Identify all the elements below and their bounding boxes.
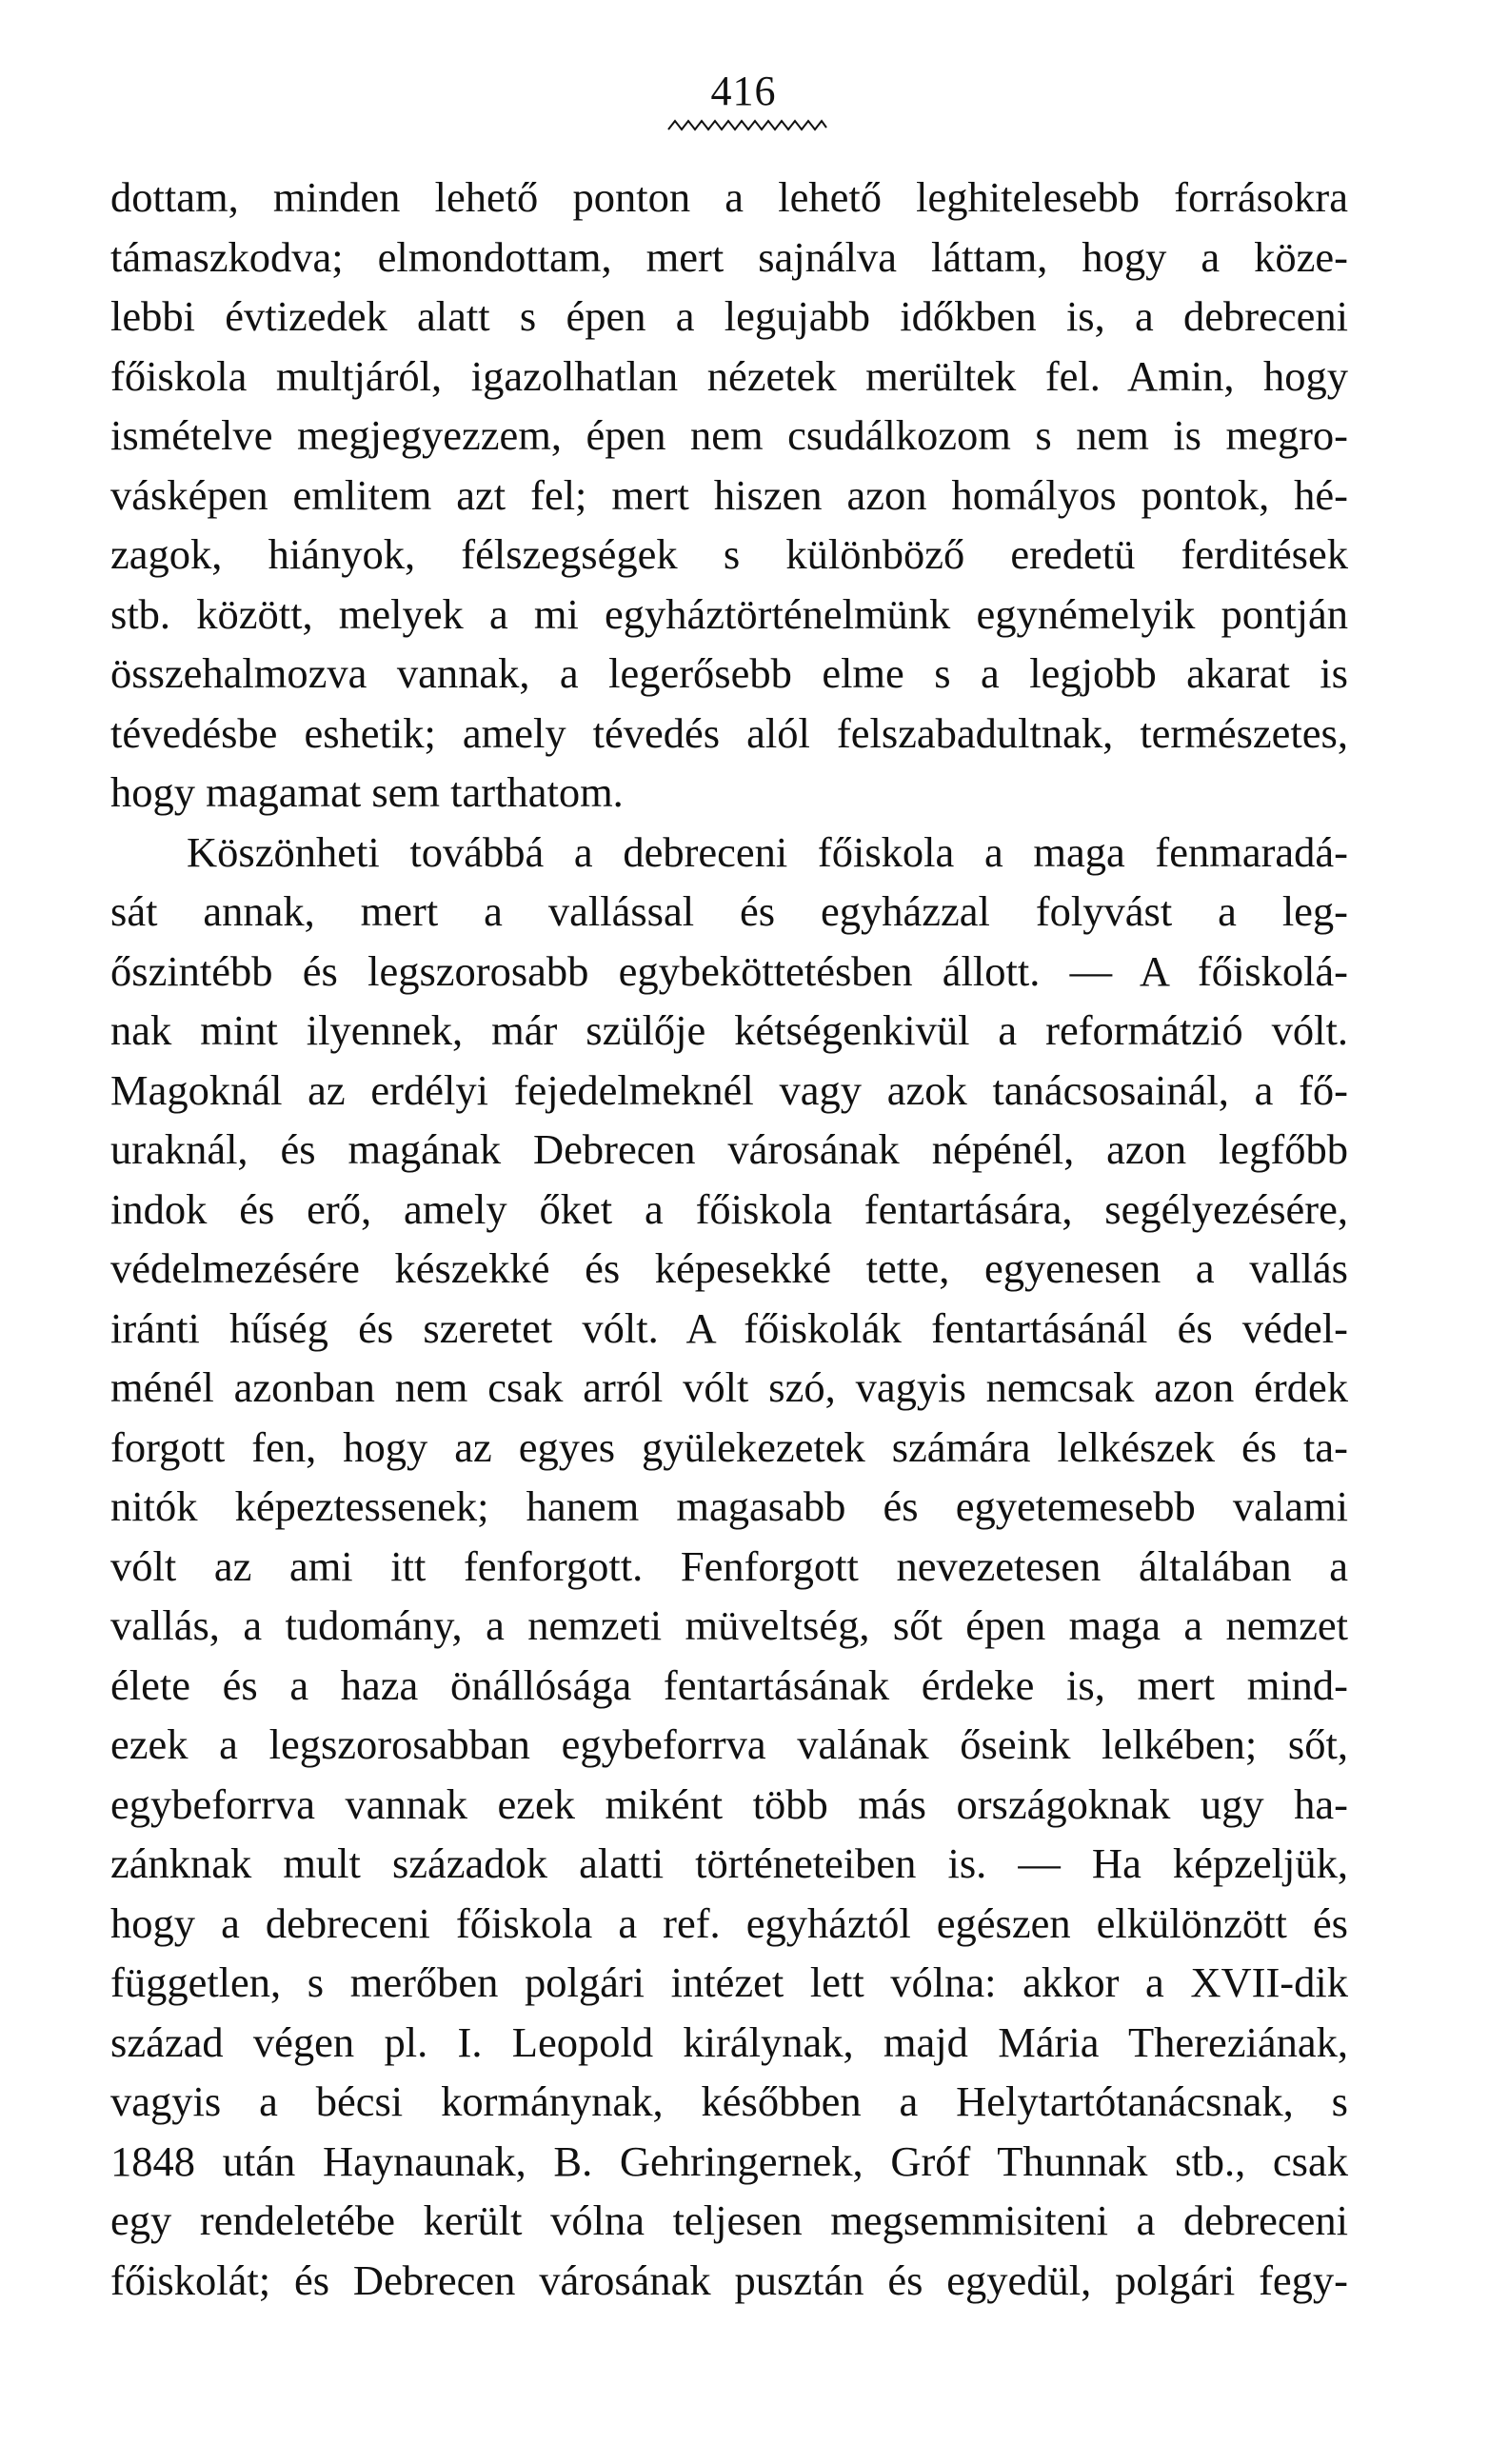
text-line: egy rendeletébe került vólna teljesen megsemmisiteni a debreceni — [110, 2196, 1348, 2244]
text-line: tévedésbe eshetik; amely tévedés alól felszabadultnak, természetes, — [110, 708, 1348, 757]
text-line: indok és erő, amely őket a főiskola fentartására, segélyezésére, — [110, 1184, 1348, 1233]
text-line: dottam, minden lehető ponton a lehető leghitelesebb forrásokra — [110, 173, 1348, 221]
text-line: vólt az ami itt fenforgott. Fenforgott nevezetesen általában a — [110, 1541, 1348, 1590]
text-line: lebbi évtizedek alatt s épen a legujabb időkben is, a debreceni — [110, 292, 1348, 340]
text-line: főiskolát; és Debrecen városának pusztán és egyedül, polgári fegy- — [110, 2255, 1348, 2304]
text-line: ismételve megjegyezzem, épen nem csudálkozom s nem is megro- — [110, 411, 1348, 459]
text-line: vásképen emlitem azt fel; mert hiszen azon homályos pontok, hé- — [110, 470, 1348, 519]
text-line: zánknak mult századok alatti történeteiben is. — Ha képzeljük, — [110, 1839, 1348, 1887]
text-line: ménél azonban nem csak arról vólt szó, vagyis nemcsak azon érdek — [110, 1363, 1348, 1411]
text-line: ezek a legszorosabban egybeforrva valának őseink lelkében; sőt, — [110, 1720, 1348, 1768]
text-line: stb. között, melyek a mi egyháztörténelmünk egynémelyik pontján — [110, 589, 1348, 638]
text-line: összehalmozva vannak, a legerősebb elme s a legjobb akarat is — [110, 649, 1348, 697]
text-line: egybeforrva vannak ezek miként több más országoknak ugy ha- — [110, 1779, 1348, 1828]
text-line: védelmezésére készekké és képesekké tette, egyenesen a vallás — [110, 1244, 1348, 1292]
text-line: század végen pl. I. Leopold királynak, majd Mária Thereziának, — [110, 2017, 1348, 2066]
page-number: 416 — [710, 68, 777, 114]
text-line: támaszkodva; elmondottam, mert sajnálva láttam, hogy a köze- — [110, 232, 1348, 281]
text-line: uraknál, és magának Debrecen városának népénél, azon legfőbb — [110, 1125, 1348, 1173]
text-line: forgott fen, hogy az egyes gyülekezetek számára lelkészek és ta- — [110, 1422, 1348, 1471]
text-line: iránti hűség és szeretet vólt. A főiskolák fentartásánál és védel- — [110, 1303, 1348, 1352]
text-line: vallás, a tudomány, a nemzeti müveltség, sőt épen maga a nemzet — [110, 1601, 1348, 1649]
text-line: zagok, hiányok, félszegségek s különböző eredetü ferditések — [110, 530, 1348, 578]
paragraph-first-line: Köszönheti továbbá a debreceni főiskola a maga fenmaradá- — [187, 827, 1348, 876]
body-text — [110, 168, 1348, 2310]
text-line: élete és a haza önállósága fentartásának érdeke is, mert mind- — [110, 1660, 1348, 1709]
text-line: nitók képeztessenek; hanem magasabb és egyetemesebb valami — [110, 1482, 1348, 1530]
text-line: főiskola multjáról, igazolhatlan nézetek merültek fel. Amin, hogy — [110, 351, 1348, 400]
text-line: Magoknál az erdélyi fejedelmeknél vagy azok tanácsosainál, a fő- — [110, 1065, 1348, 1114]
text-line: nak mint ilyennek, már szülője kétségenkivül a reformátzió vólt. — [110, 1006, 1348, 1054]
text-line: hogy a debreceni főiskola a ref. egyháztól egészen elkülönzött és — [110, 1898, 1348, 1947]
text-line: őszintébb és legszorosabb egybeköttetésben állott. — A főiskolá- — [110, 946, 1348, 995]
text-line: független, s merőben polgári intézet lett vólna: akkor a XVII-dik — [110, 1958, 1348, 2006]
decorative-wavy-rule — [666, 116, 828, 135]
text-line: vagyis a bécsi kormánynak, későbben a Helytartótanácsnak, s — [110, 2077, 1348, 2125]
text-line: sát annak, mert a vallással és egyházzal folyvást a leg- — [110, 887, 1348, 935]
paragraph-last-line: hogy magamat sem tarthatom. — [110, 768, 624, 816]
text-line: 1848 után Haynaunak, B. Gehringernek, Gróf Thunnak stb., csak — [110, 2136, 1348, 2185]
